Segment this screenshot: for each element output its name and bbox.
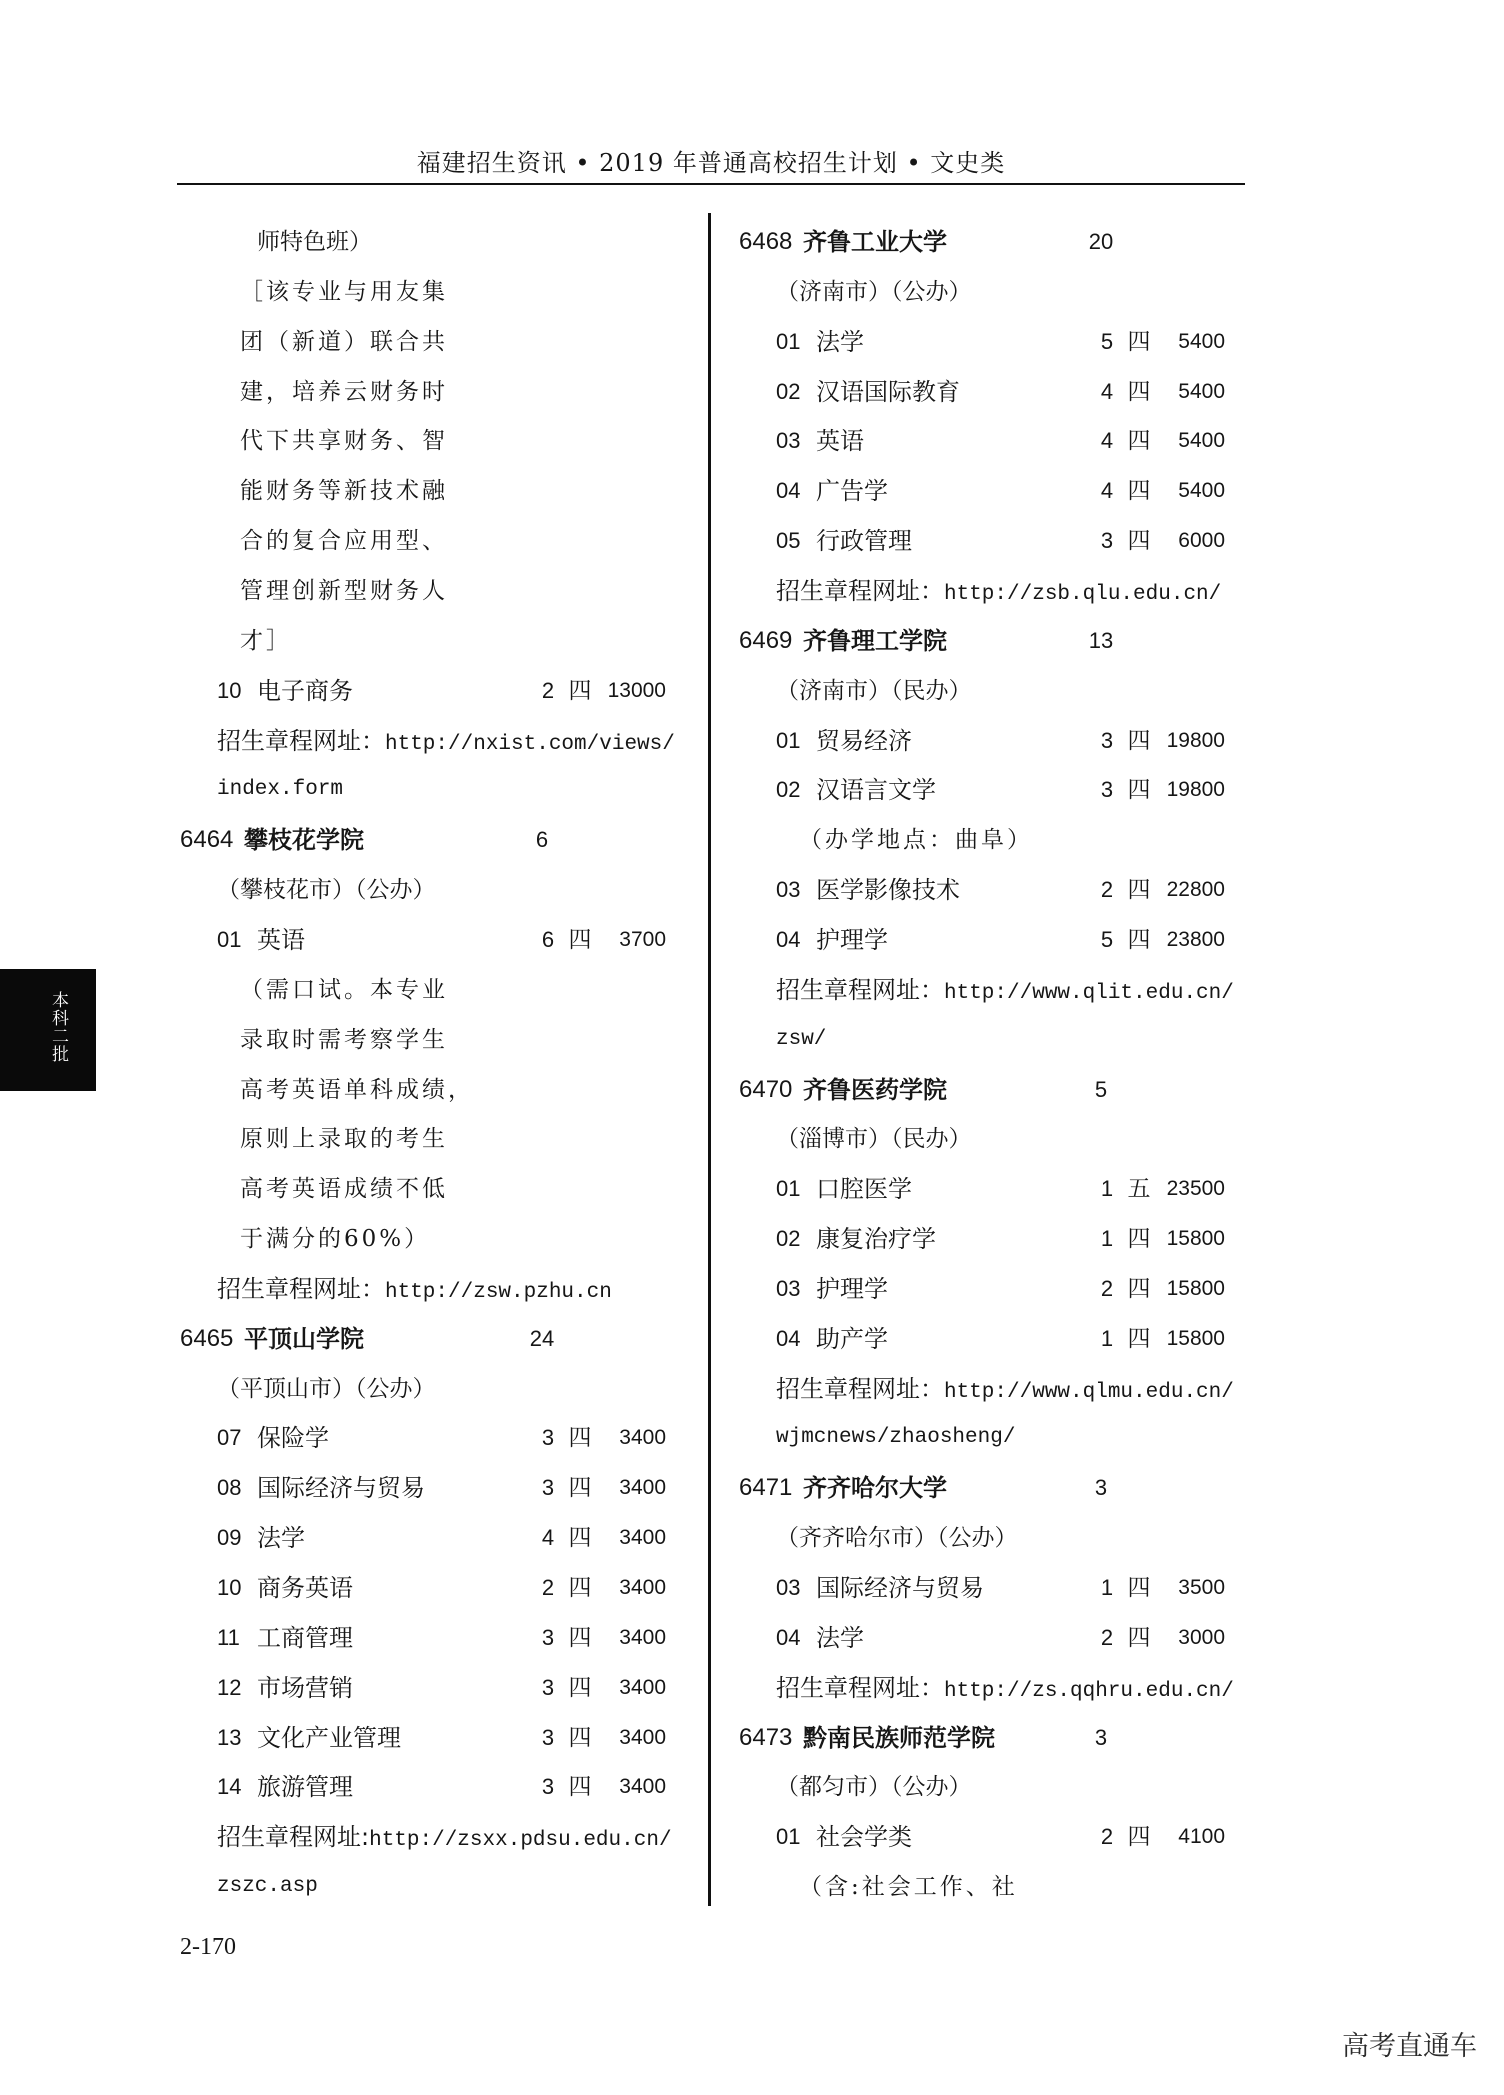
note-text: 团（新道）联合共 [240,328,448,355]
note-line [180,974,680,1006]
major-code: 12 [217,1674,242,1700]
major-name: 英语 [257,925,305,954]
tuition-fee: 3700 [619,927,666,951]
city-line [739,675,1239,707]
study-years: 四 [568,1624,592,1651]
study-years: 四 [1127,877,1151,904]
running-header: 福建招生资讯 • 2019 年普通高校招生计划 • 文史类 [416,149,1006,177]
major-name: 法学 [816,327,864,356]
institution-name: 齐鲁理工学院 [803,626,947,655]
tuition-fee: 23800 [1166,927,1225,951]
major-row [180,1722,680,1754]
note-text: 能财务等新技术融 [240,478,448,505]
major-code: 04 [776,926,801,952]
city-ownership: （攀枝花市）（公办） [217,877,436,904]
tuition-fee: 3500 [1178,1576,1225,1599]
tuition-fee: 15800 [1166,1276,1225,1300]
url-label: 招生章程网址： [776,577,944,605]
major-plan-count: 3 [541,1425,555,1451]
major-plan-count: 3 [541,1624,555,1650]
column-divider [708,213,711,1906]
study-years: 四 [1127,926,1151,953]
study-years: 四 [568,1475,592,1502]
major-name: 旅游管理 [257,1773,353,1802]
admission-charter-url [217,1821,672,1853]
institution-row [739,226,1239,258]
major-code: 04 [776,1325,801,1351]
major-plan-count: 4 [1100,428,1114,454]
note-line [180,575,680,607]
tuition-fee: 5400 [1178,329,1225,353]
major-plan-count: 2 [1100,1275,1114,1301]
institution-row [739,1472,1239,1504]
note-text: 才］ [240,627,292,654]
url-text: http://zs.qqhru.edu.cn/ [944,1679,1234,1703]
major-name: 工商管理 [257,1623,353,1652]
major-row [180,1472,680,1504]
note-text: （需口试。本专业 [240,976,448,1003]
right-column [739,0,1239,1950]
city-line [739,276,1239,308]
note-text: 原则上录取的考生 [240,1126,448,1153]
institution-plan-count: 5 [1094,1076,1108,1102]
study-years: 四 [1127,1624,1151,1651]
major-name: 行政管理 [816,527,912,556]
major-code: 10 [217,1575,242,1600]
major-code: 14 [217,1774,242,1800]
url-line [180,1821,680,1853]
major-code: 01 [217,926,242,952]
major-row [739,725,1239,757]
major-code: 11 [217,1624,240,1650]
tuition-fee: 3400 [619,1625,666,1649]
major-plan-count: 1 [1100,1325,1114,1351]
url-label: 招生章程网址： [217,726,385,755]
institution-code: 6473 [739,1723,793,1751]
page-number: 2-170 [180,1934,236,1960]
institution-code: 6464 [180,826,234,854]
study-years: 四 [568,1674,592,1701]
url-line [739,974,1239,1006]
major-code: 01 [776,1176,801,1202]
study-years: 五 [1127,1176,1151,1203]
major-plan-count: 2 [541,1575,555,1600]
major-plan-count: 4 [541,1525,555,1551]
institution-row [180,1323,680,1355]
study-years: 四 [1127,528,1151,555]
url-line [739,1672,1239,1704]
tuition-fee: 3000 [1178,1625,1225,1649]
major-row [180,675,680,707]
url-continuation [180,1871,680,1903]
note-line [180,1223,680,1255]
city-line [180,874,680,906]
city-ownership: （淄博市）（民办） [776,1126,972,1153]
url-label: 招生章程网址： [776,1374,944,1403]
major-row [180,1771,680,1803]
major-row [739,475,1239,507]
study-years: 四 [568,1525,592,1552]
major-name: 法学 [257,1524,305,1553]
city-ownership: （济南市）（民办） [776,677,972,704]
note-text: 建，培养云财务时 [240,378,448,405]
note-line [180,425,680,457]
institution-name: 齐鲁工业大学 [803,228,947,256]
major-code: 01 [776,328,801,354]
major-plan-count: 5 [1100,926,1114,952]
url-text: http://zsxx.pdsu.edu.cn/ [369,1829,672,1853]
note-text: 录取时需考察学生 [240,1026,448,1053]
major-name: 护理学 [816,925,888,954]
url-line [739,575,1239,607]
tuition-fee: 6000 [1178,529,1225,553]
major-code: 07 [217,1425,242,1451]
major-name-continued: 师特色班） [257,229,372,255]
major-code: 05 [776,528,801,554]
tuition-fee: 3400 [619,1675,666,1699]
major-row [739,326,1239,358]
tuition-fee: 3400 [619,1476,666,1500]
note-text: 合的复合应用型、 [240,528,448,555]
study-years: 四 [1127,1575,1151,1601]
institution-row [180,824,680,856]
major-row [739,1323,1239,1355]
institution-code: 6471 [739,1474,793,1502]
tuition-fee: 15800 [1166,1227,1225,1250]
tuition-fee: 22800 [1166,878,1225,902]
major-plan-count: 2 [541,677,555,703]
city-line [739,1522,1239,1554]
url-text: http://zsb.qlu.edu.cn/ [944,583,1222,606]
institution-code: 6468 [739,228,793,255]
admission-charter-url [776,575,1221,607]
major-row [180,1522,680,1554]
major-plan-count: 4 [1100,378,1114,404]
institution-row [739,1722,1239,1754]
major-plan-count: 1 [1100,1575,1114,1600]
url-text: http://nxist.com/views/ [385,732,675,756]
institution-name: 平顶山学院 [244,1324,364,1353]
tuition-fee: 5400 [1178,479,1225,503]
major-plan-count: 4 [1100,478,1114,504]
major-row [180,1422,680,1454]
major-code: 08 [217,1475,242,1501]
url-label: 招生章程网址： [776,975,944,1004]
tuition-fee: 23500 [1166,1177,1225,1201]
url-continuation [739,1024,1239,1056]
major-name: 英语 [816,427,864,456]
major-plan-count: 3 [1100,528,1114,554]
major-row [739,1572,1239,1604]
tuition-fee: 5400 [1178,429,1225,453]
major-code: 03 [776,1575,801,1600]
institution-plan-count: 6 [535,827,549,853]
institution-code: 6470 [739,1075,793,1103]
major-code: 04 [776,1624,801,1650]
section-tab-label: 本科二批 [48,991,68,1063]
note-line [180,525,680,557]
study-years: 四 [1127,428,1151,455]
admission-charter-url [217,725,675,757]
major-name: 广告学 [816,477,888,506]
note-line [180,276,680,308]
note-text: （含:社会工作、社 [799,1874,1018,1900]
city-ownership: （都匀市）（公办） [776,1774,972,1801]
url-label: 招生章程网址： [776,1673,944,1702]
institution-plan-count: 24 [529,1325,555,1351]
study-years: 四 [568,1425,592,1452]
study-years: 四 [1127,478,1151,505]
major-row [739,1821,1239,1853]
major-code: 03 [776,1275,801,1301]
major-row [180,1672,680,1704]
major-row [739,1273,1239,1305]
url-label: 招生章程网址： [217,1274,385,1303]
note-line [180,376,680,408]
study-years: 四 [568,926,592,953]
institution-plan-count: 13 [1088,627,1114,653]
major-name: 国际经济与贸易 [816,1574,984,1602]
major-plan-count: 3 [1100,777,1114,803]
major-name: 社会学类 [816,1823,912,1852]
tuition-fee: 3400 [619,1775,666,1799]
study-years: 四 [1127,328,1151,355]
city-line [739,1123,1239,1155]
tuition-fee: 3400 [619,1526,666,1550]
institution-plan-count: 3 [1094,1475,1108,1501]
institution-name: 齐齐哈尔大学 [803,1474,947,1503]
study-years: 四 [1127,727,1151,754]
city-ownership: （齐齐哈尔市）（公办） [776,1525,1018,1552]
note-line [180,1123,680,1155]
major-name: 汉语国际教育 [816,377,960,406]
url-line [180,725,680,757]
study-years: 四 [1127,777,1151,804]
major-name: 医学影像技术 [816,876,960,905]
major-row [180,1572,680,1604]
note-line [180,1173,680,1205]
major-plan-count: 3 [541,1774,555,1800]
major-row [739,874,1239,906]
major-plan-count: 3 [541,1724,555,1750]
admission-charter-url [776,1373,1234,1405]
url-continuation [180,774,680,806]
city-ownership: （济南市）（公办） [776,278,972,305]
section-tab [0,969,96,1091]
study-years: 四 [568,677,592,704]
major-code: 09 [217,1525,242,1551]
institution-code: 6469 [739,626,793,654]
note-line [180,475,680,507]
major-plan-count: 2 [1100,1824,1114,1850]
tuition-fee: 3400 [619,1725,666,1749]
note-text: 于满分的60%） [240,1226,431,1252]
major-row [739,924,1239,956]
url-continuation [739,1422,1239,1454]
url-text-continued: wjmcnews/zhaosheng/ [776,1426,1016,1450]
admission-charter-url [776,974,1234,1006]
major-row [739,425,1239,457]
url-text-continued: zsw/ [776,1027,827,1051]
admission-charter-url [776,1672,1234,1704]
major-plan-count: 3 [541,1674,555,1700]
tuition-fee: 19800 [1166,778,1225,802]
institution-row [739,625,1239,657]
major-code: 01 [776,1824,801,1850]
institution-code: 6465 [180,1324,234,1352]
note-line [180,1074,680,1106]
institution-name: 攀枝花学院 [244,826,364,855]
major-name: 助产学 [816,1324,888,1353]
city-line [180,1373,680,1405]
study-years: 四 [1127,1226,1151,1252]
study-years: 四 [568,1724,592,1751]
left-column [180,0,680,1950]
admission-charter-url [217,1273,612,1305]
major-plan-count: 1 [1100,1226,1114,1251]
tuition-fee: 19800 [1166,728,1225,752]
url-text: http://www.qlmu.edu.cn/ [944,1380,1234,1404]
city-line [739,1771,1239,1803]
major-plan-count: 1 [1100,1176,1114,1202]
major-plan-count: 3 [1100,727,1114,753]
watermark: 高考直通车 [1342,2031,1477,2062]
major-row [739,1223,1239,1255]
major-plan-count: 2 [1100,877,1114,903]
major-row [739,774,1239,806]
city-ownership: （平顶山市）（公办） [217,1375,436,1402]
study-years: 四 [568,1774,592,1801]
url-text-continued: index.form [217,778,344,802]
tuition-fee: 4100 [1178,1825,1225,1849]
tuition-fee: 3400 [619,1426,666,1450]
note-text: ［该专业与用友集 [240,278,448,305]
major-name: 口腔医学 [816,1175,912,1204]
major-name: 保险学 [257,1424,329,1453]
note-line [180,625,680,657]
study-years: 四 [1127,1325,1151,1352]
note-text: 高考英语单科成绩， [240,1076,474,1103]
note-text: 管理创新型财务人 [240,578,448,604]
tuition-fee: 13000 [607,678,666,702]
major-code: 02 [776,777,801,803]
note-line [739,1871,1239,1903]
major-name: 市场营销 [257,1673,353,1702]
major-code: 03 [776,428,801,454]
major-code: 03 [776,877,801,903]
major-code: 02 [776,378,801,404]
url-text: http://zsw.pzhu.cn [385,1280,612,1304]
note-line [180,326,680,358]
note-text: 代下共享财务、智 [240,428,448,455]
url-line [739,1373,1239,1405]
institution-name: 黔南民族师范学院 [803,1723,995,1752]
major-code: 10 [217,677,242,703]
major-code: 04 [776,478,801,504]
tuition-fee: 15800 [1166,1326,1225,1350]
major-row [180,924,680,956]
major-name: 电子商务 [257,676,353,705]
study-years: 四 [1127,1275,1151,1302]
major-plan-count: 3 [541,1475,555,1501]
major-name: 贸易经济 [816,726,912,755]
note-line [180,1024,680,1056]
major-name: 文化产业管理 [257,1723,401,1752]
institution-plan-count: 20 [1088,229,1114,254]
note-text: （办学地点：曲阜） [799,827,1033,854]
major-name: 法学 [816,1623,864,1652]
major-row [180,1622,680,1654]
study-years: 四 [1127,378,1151,405]
institution-name: 齐鲁医药学院 [803,1075,947,1104]
note-text: 高考英语成绩不低 [240,1176,448,1203]
major-plan-count: 5 [1100,328,1114,354]
major-row [739,1622,1239,1654]
study-years: 四 [568,1575,592,1601]
major-row [739,376,1239,408]
note-line [739,824,1239,856]
tuition-fee: 5400 [1178,379,1225,403]
tuition-fee: 3400 [619,1576,666,1599]
major-name: 康复治疗学 [816,1225,936,1253]
major-row [739,525,1239,557]
study-years: 四 [1127,1824,1151,1851]
major-name: 商务英语 [257,1574,353,1602]
major-name: 汉语言文学 [816,776,936,805]
major-name: 国际经济与贸易 [257,1474,425,1503]
url-label: 招生章程网址: [217,1823,370,1852]
institution-plan-count: 3 [1094,1724,1108,1750]
major-code: 02 [776,1226,801,1251]
major-name: 护理学 [816,1274,888,1303]
major-code: 01 [776,727,801,753]
major-row [739,1173,1239,1205]
major-plan-count: 6 [541,926,555,952]
url-line [180,1273,680,1305]
major-code: 13 [217,1724,242,1750]
major-plan-count: 2 [1100,1624,1114,1650]
institution-row [739,1074,1239,1106]
url-text-continued: zszc.asp [217,1875,318,1898]
major-name-continuation [180,226,680,258]
url-text: http://www.qlit.edu.cn/ [944,981,1234,1005]
